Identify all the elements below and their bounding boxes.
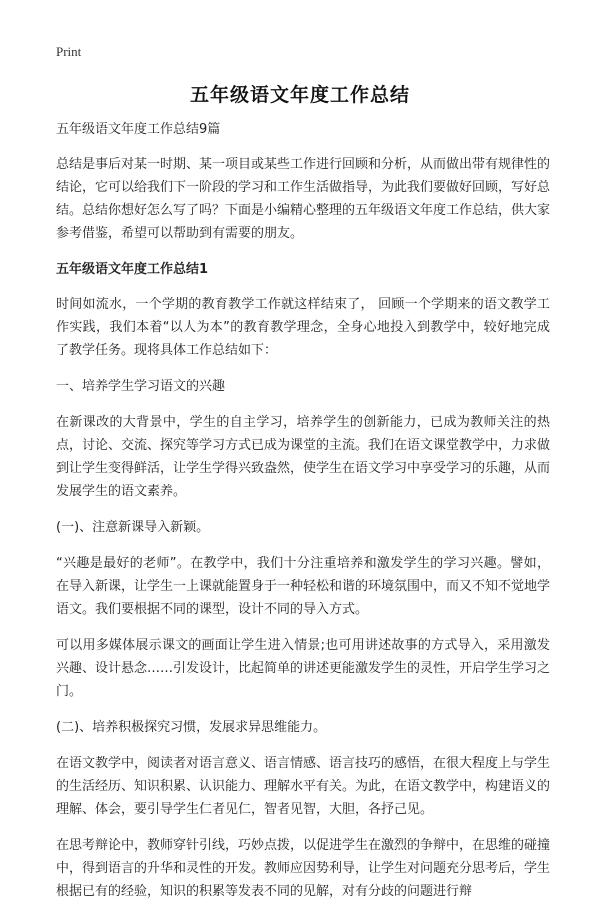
paragraph-4: 可以用多媒体展示课文的画面让学生进入情景;也可用讲述故事的方式导入，采用激发兴趣、设计悬念……引发设计，比起简单的讲述更能激发学生的灵性，开启学生学习之门。 xyxy=(56,638,551,699)
section-title: 五年级语文年度工作总结1 xyxy=(56,262,209,277)
print-link[interactable]: Print xyxy=(56,44,82,59)
paragraph-2: 在新课改的大背景中，学生的自主学习，培养学生的创新能力，已成为教师关注的热点，讨论、交流、探究等学习方式已成为课堂的主流。我们在语文课堂教学中，力求做到让学生变得鲜活，让学生学得兴致盎然，使学生在语文学习中享受学习的乐趣，从而发展学生的语文素养。 xyxy=(56,415,551,499)
heading-3: (二)、培养积极探究习惯，发展求异思维能力。 xyxy=(56,720,327,735)
document-body xyxy=(56,118,550,916)
paragraph-5: 在语文教学中，阅读者对语言意义、语言情感、语言技巧的感悟，在很大程度上与学生的生活经历、知识积累、认识能力、理解水平有关。为此，在语文教学中，构建语义的理解、体会，要引导学生仁者见仁，智者见智，大胆，各抒己见。 xyxy=(56,756,551,817)
intro-paragraph: 总结是事后对某一时期、某一项目或某些工作进行回顾和分析，从而做出带有规律性的结论，它可以给我们下一阶段的学习和工作生活做指导，为此我们要做好回顾，写好总结。总结你想好怎么写了吗？下面是小编精心整理的五年级语文年度工作总结，供大家参考借鉴，希望可以帮助到有需要的朋友。 xyxy=(56,157,551,241)
document-subtitle: 五年级语文年度工作总结9篇 xyxy=(56,122,221,137)
paragraph-3: “兴趣是最好的老师”。在教学中，我们十分注重培养和激发学生的学习兴趣。譬如，在导入新课，让学生一上课就能置身于一种轻松和谐的环境氛围中，而又不知不觉地学语文。我们要根据不同的课型，设计不同的导入方式。 xyxy=(56,556,551,617)
paragraph-6: 在思考辩论中，教师穿针引线，巧妙点拨，以促进学生在激烈的争辩中，在思维的碰撞中，得到语言的升华和灵性的开发。教师应因势利导，让学生对问题充分思考后，学生根据已有的经验，知识的积累等发表不同的见解，对有分歧的问题进行辩 xyxy=(56,838,551,899)
page-title: 五年级语文年度工作总结 xyxy=(189,84,410,106)
heading-2: (一)、注意新课导入新颖。 xyxy=(56,520,210,535)
heading-1: 一、培养学生学习语文的兴趣 xyxy=(56,379,226,394)
paragraph-1: 时间如流水，一个学期的教育教学工作就这样结束了， 回顾一个学期来的语文教学工作实践，我们本着“以人为本”的教育教学理念，全身心地投入到教学中，较好地完成了教学任务。现将具体工作总结如下： xyxy=(56,297,550,358)
